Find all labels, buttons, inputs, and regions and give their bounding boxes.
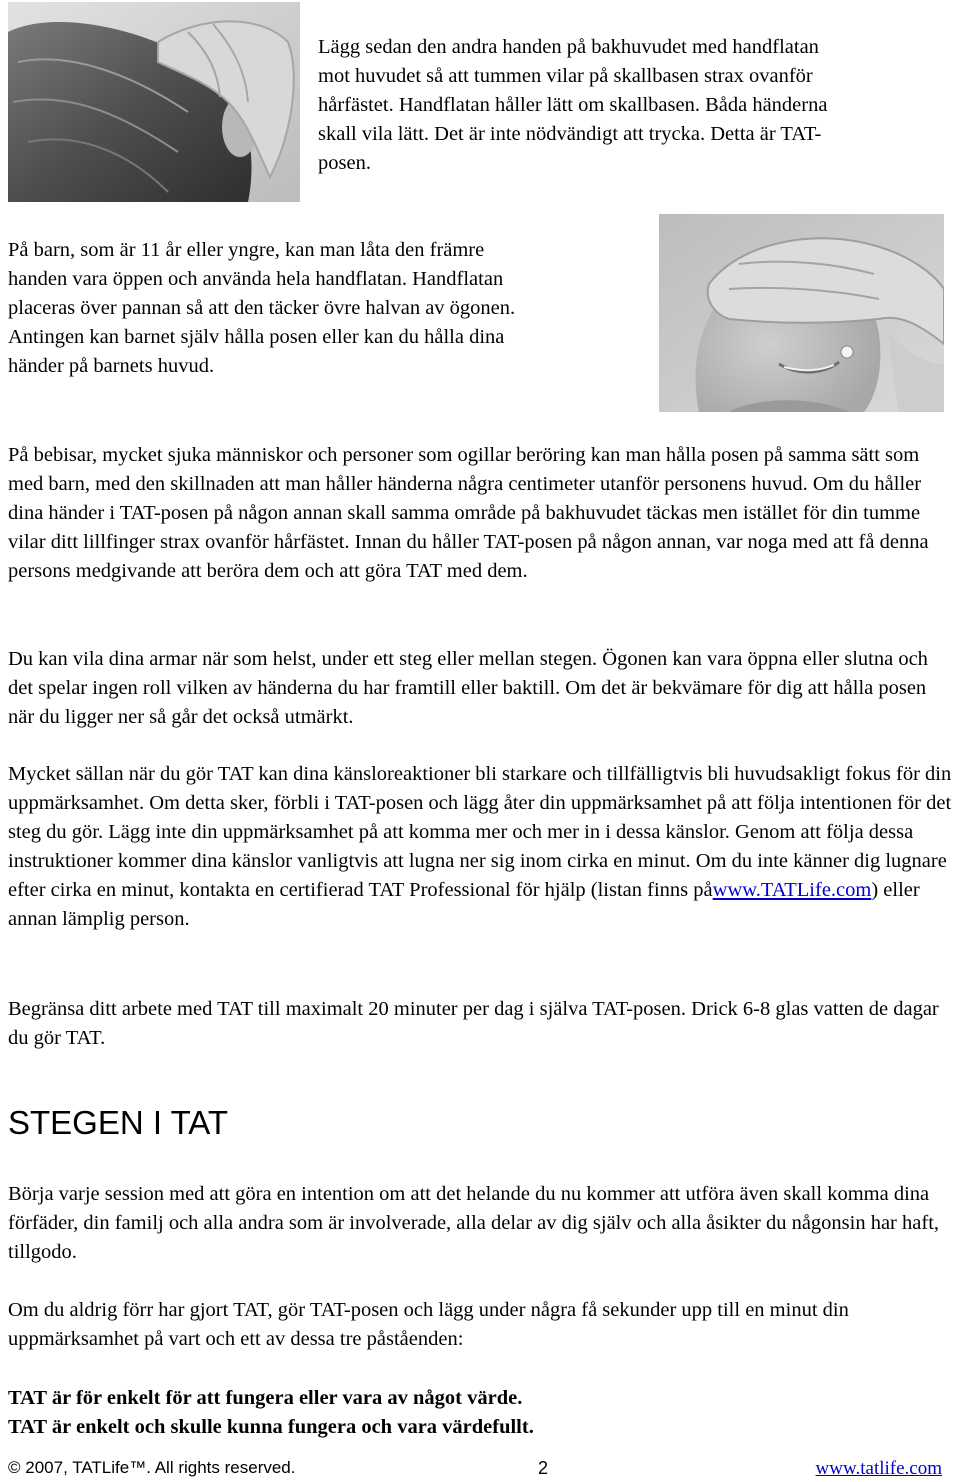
hand-over-eyes-photo [659, 214, 944, 412]
limit-paragraph: Begränsa ditt arbete med TAT till maximalt 20 minuter per dag i själva TAT-posen. Drick 6-8 glas vatten de dagar du gör TAT. [8, 998, 939, 1049]
babies-paragraph: På bebisar, mycket sjuka människor och personer som ogillar beröring kan man hålla posen på samma sätt som med barn, med den skillnaden att man håller händerna några centimeter utanför personens huvud. Om du håller dina händer i TAT-posen på någon annan skall samma område på bakhuvudet täckas men istället för din tumme vilar ditt lillfinger strax ovanför hårfästet. Innan du håller TAT-posen på någon annan, var noga med att få denna persons medgivande att beröra dem och att göra TAT med dem. [8, 444, 929, 582]
intro-line: Lägg sedan den andra handen på bakhuvudet med handflatan [318, 36, 819, 58]
intention-paragraph: Börja varje session med att göra en intention om att det helande du nu kommer att utföra även skall komma dina förfäder, din familj och alla andra som är involverade, alla delar av dig själv och alla åsikter du någonsin har haft, tillgodo. [8, 1183, 940, 1263]
children-line: händer på barnets huvud. [8, 355, 215, 377]
emotions-paragraph [8, 760, 952, 934]
section-heading: STEGEN I TAT [8, 1104, 229, 1141]
intro-line: mot huvudet så att tummen vilar på skallbasen strax ovanför [318, 65, 813, 87]
intro-line: posen. [318, 152, 371, 174]
intro-line: hårfästet. Handflatan håller lätt om skallbasen. Båda händerna [318, 94, 828, 116]
intro-line: skall vila lätt. Det är inte nödvändigt att trycka. Detta är TAT- [318, 123, 822, 145]
never-done-paragraph: Om du aldrig förr har gjort TAT, gör TAT-posen och lägg under några få sekunder upp till en minut din uppmärksamhet på vart och ett av dessa tre påståenden: [8, 1299, 849, 1350]
website-link[interactable]: www.tatlife.com [815, 1458, 942, 1479]
children-line: Antingen kan barnet själv hålla posen eller kan du hålla dina [8, 326, 505, 348]
children-line: På barn, som är 11 år eller yngre, kan man låta den främre [8, 239, 485, 261]
children-line: placeras över pannan så att den täcker övre halvan av ögonen. [8, 297, 516, 319]
children-line: handen vara öppen och använda hela handflatan. Handflatan [8, 268, 504, 290]
emotions-text: Mycket sällan när du gör TAT kan dina känsloreaktioner bli starkare och tillfälligtvis bli huvudsakligt fokus för din uppmärksamhet. Om detta sker, förbli i TAT-posen och lägg åter din uppmärksamhet på att följa intentionen för det steg du gör. Lägg inte din uppmärksamhet på att komma mer och mer in i dessa känslor. Genom att följa dessa instruktioner kommer dina känslor vanligtvis att lugna ner sig inom cirka en minut. Om du inte känner dig lugnare efter cirka en minut, kontakta en certifierad TAT Professional för hjälp (listan finns på [8, 763, 952, 901]
back-of-head-photo [8, 2, 300, 202]
tatlife-link[interactable]: www.TATLife.com [712, 879, 872, 901]
emotions-text-end: ) eller annan lämplig person. [8, 879, 920, 930]
statement-2: TAT är enkelt och skulle kunna fungera och vara värdefullt. [8, 1416, 534, 1438]
page-number: 2 [538, 1458, 549, 1478]
copyright-text: © 2007, TATLife™. All rights reserved. [8, 1458, 296, 1477]
intro-paragraph [318, 33, 958, 178]
resting-paragraph: Du kan vila dina armar när som helst, under ett steg eller mellan stegen. Ögonen kan vara öppna eller slutna och det spelar ingen roll vilken av händerna du har framtill eller baktill. Om det är bekvämare för dig att hålla posen när du ligger ner så går det också utmärkt. [8, 648, 928, 728]
children-paragraph [8, 236, 648, 381]
page-footer [8, 1458, 952, 1482]
statement-1: TAT är för enkelt för att fungera eller vara av något värde. [8, 1387, 523, 1409]
